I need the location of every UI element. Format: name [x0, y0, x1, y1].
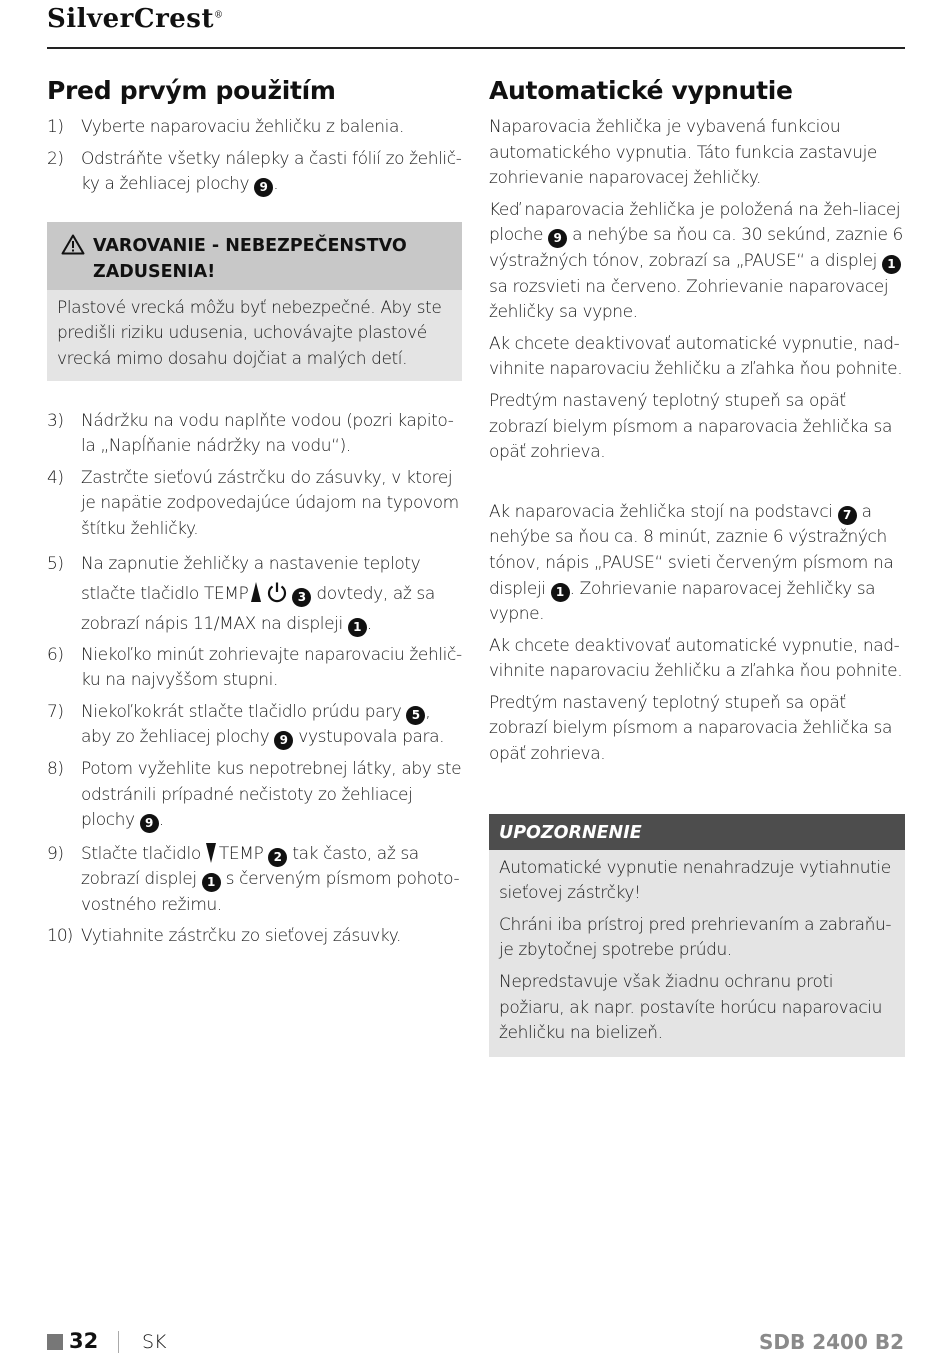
paragraph: Predtým nastavený teplotný stupeň sa opäť zobrazí bielym písmom a naparovacia žehlička sa opäť zohrieva. [489, 692, 892, 765]
steps-list-b [47, 409, 462, 951]
part-number-badge: 1 [551, 583, 570, 602]
part-number-badge: 9 [274, 731, 293, 750]
footer-separator [118, 1331, 119, 1353]
steps-list-a [47, 115, 462, 198]
list-item: 8) Potom vyžehlite kus nepotrebnej látky, aby ste odstránili prípadné nečistoty zo žehliacej plochy 9 . [47, 757, 462, 834]
note-header: UPOZORNENIE [489, 814, 905, 850]
right-column [489, 74, 907, 1057]
list-item: 2) Odstráňte všetky nálepky a časti fólií zo žehlič-ky a žehliacej plochy 9 . [47, 147, 462, 198]
part-number-badge: 1 [202, 873, 221, 892]
warning-box [47, 222, 462, 381]
note-paragraph: Nepredstavuje však žiadnu ochranu proti požiaru, ak napr. postavíte horúcu naparovaciu žehličku na bielizeň. [499, 972, 882, 1044]
list-item: 3) Nádržku na vodu naplňte vodou (pozri kapito-la „Napĺňanie nádržky na vodu“). [47, 410, 454, 457]
brand-logo: SilverCrest® [47, 4, 224, 34]
language-code: SK [142, 1331, 167, 1353]
paragraph: Ak naparovacia žehlička stojí na podstavci 7 a nehýbe sa ňou ca. 8 minút, zaznie 6 výstražných tónov, nápis „PAUSE“ svieti červeným písmom na displeji 1 . Zohrievanie naparovacej žehličky sa vypne. [489, 501, 894, 625]
footer-square-icon [47, 1334, 63, 1350]
part-number-badge: 7 [838, 506, 857, 525]
list-item: 6) Niekoľko minút zohrievajte naparovaciu žehlič-ku na najvyššom stupni. [47, 644, 462, 691]
part-number-badge: 1 [882, 255, 901, 274]
paragraph: Keď naparovacia žehlička je položená na žeh-liacej ploche 9 a nehýbe sa ňou ca. 30 sekúnd, zaznie 6 výstražných tónov, zobrazí sa „PAUSE“ a displej 1 sa rozsvieti na červeno. Zohrievanie naparovacej žehličky sa vypne. [489, 199, 903, 323]
note-body [489, 850, 905, 1057]
note-box [489, 814, 905, 1057]
list-item: 4) Zastrčte sieťovú zástrčku do zásuvky, v ktorej je napätie zodpovedajúce údajom na typovom štítku žehličky. [47, 467, 459, 539]
part-number-badge: 2 [268, 848, 287, 867]
note-paragraph: Automatické vypnutie nenahradzuje vytiahnutie sieťovej zástrčky! [499, 857, 891, 904]
part-number-badge: 1 [348, 618, 367, 637]
list-item: 10) Vytiahnite zástrčku zo sieťovej zásuvky. [47, 926, 401, 947]
part-number-badge: 3 [292, 588, 311, 607]
section-title-first-use: Pred prvým použitím [47, 76, 336, 105]
warning-triangle-icon [61, 234, 85, 255]
note-paragraph: Chráni iba prístroj pred prehrievaním a zabraňu-je zbytočnej spotrebe prúdu. [499, 914, 892, 961]
list-item: 1) Vyberte naparovaciu žehličku z balenia. [47, 117, 405, 137]
warning-text: Plastové vrecká môžu byť nebezpečné. Aby ste predišli riziku udusenia, uchovávajte plastové vrecká mimo dosahu dojčiat a malých detí. [47, 290, 462, 381]
header-rule [47, 47, 905, 49]
list-item: 7) Niekoľkokrát stlačte tlačidlo prúdu pary 5 , aby zo žehliacej plochy 9 vystupovala para. [47, 700, 462, 751]
part-number-badge: 9 [140, 814, 159, 833]
list-item: 5) Na zapnutie žehličky a nastavenie teploty stlačte tlačidlo TEMP 3 dovtedy, až sa zobrazí nápis 11/MAX na displeji 1 . [47, 549, 462, 639]
part-number-badge: 9 [254, 178, 273, 197]
list-item: 9) Stlačte tlačidlo TEMP 2 tak často, až sa zobrazí displej 1 s červeným písmom pohoto-vostného režimu. [47, 843, 460, 915]
left-column [47, 74, 462, 956]
model-number: SDB 2400 B2 [759, 1330, 904, 1354]
temp-up-triangle-icon [251, 582, 261, 602]
power-icon [266, 581, 288, 603]
part-number-badge: 5 [406, 706, 425, 725]
part-number-badge: 9 [548, 229, 567, 248]
paragraph: Ak chcete deaktivovať automatické vypnutie, nad-vihnite naparovaciu žehličku a zľahka ňou pohnite. [489, 635, 903, 682]
paragraph: Ak chcete deaktivovať automatické vypnutie, nad-vihnite naparovaciu žehličku a zľahka ňou pohnite. [489, 333, 903, 380]
page-number: 32 [69, 1329, 99, 1353]
warning-header: VAROVANIE - NEBEZPEČENSTVO ZADUSENIA! [47, 222, 462, 290]
paragraph: Predtým nastavený teplotný stupeň sa opäť zobrazí bielym písmom a naparovacia žehlička sa opäť zohrieva. [489, 390, 892, 463]
temp-down-triangle-icon [206, 843, 216, 863]
section-title-auto-off: Automatické vypnutie [489, 76, 793, 105]
paragraph: Naparovacia žehlička je vybavená funkciou automatického vypnutia. Táto funkcia zastavuje zohrievanie naparovacej žehličky. [489, 117, 877, 189]
